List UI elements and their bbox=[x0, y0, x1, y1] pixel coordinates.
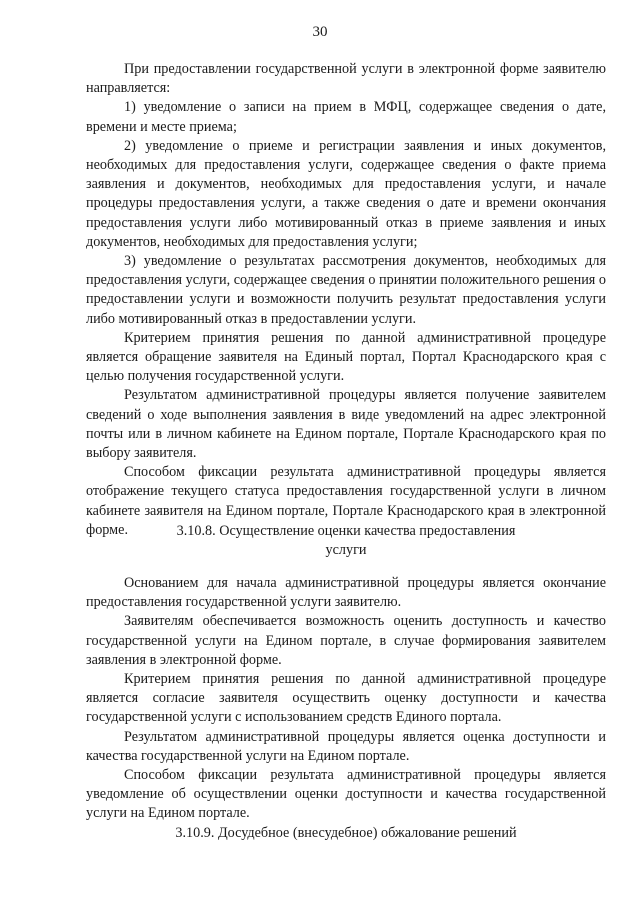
paragraph: Критерием принятия решения по данной административной процедуре является согласие заявителя осуществить оценку доступности и качества государственной услуги с использованием средств Единого портала. bbox=[86, 671, 606, 726]
paragraph: Способом фиксации результата административной процедуры является отображение текущего статуса предоставления государственной услуги в личном кабинете заявителя на Едином портале, Портале Краснодарского края в электронной форме. bbox=[86, 464, 606, 538]
paragraph: Заявителям обеспечивается возможность оценить доступность и качество государственной услуги на Едином портале, в случае формирования заявителем заявления в электронной форме. bbox=[86, 613, 606, 668]
paragraph: Основанием для начала административной процедуры является окончание предоставления государственной услуги заявителю. bbox=[86, 575, 606, 611]
paragraph: 1) уведомление о записи на прием в МФЦ, содержащее сведения о дате, времени и месте приема; bbox=[86, 99, 606, 135]
paragraph: При предоставлении государственной услуги в электронной форме заявителю направляется: bbox=[86, 61, 606, 97]
paragraph: 2) уведомление о приеме и регистрации заявления и иных документов, необходимых для предоставления услуги, содержащее сведения о факте приема заявления и документов, необходимых для предоставления услуги, и начале процедуры предоставления услуги, а также сведения о дате и времени окончания предоставления услуги либо мотивированный отказ в приеме заявления и иных документов, необходимых для предоставления услуги; bbox=[86, 137, 606, 250]
section-heading-3-10-8 bbox=[86, 522, 606, 560]
section-heading-3-10-9 bbox=[86, 824, 606, 843]
paragraph: Критерием принятия решения по данной административной процедуре является обращение заявителя на Единый портал, Портал Краснодарского края с целью получения государственной услуги. bbox=[86, 329, 606, 385]
paragraph: 3) уведомление о результатах рассмотрения документов, необходимых для предоставления услуги, содержащее сведения о принятии положительного решения о предоставлении услуги и возможности получить результат предоставления услуги либо мотивированный отказ в предоставлении услуги. bbox=[86, 253, 606, 327]
heading-line: 3.10.8. Осуществление оценки качества предоставления bbox=[176, 523, 516, 539]
page-number: 30 bbox=[312, 24, 328, 40]
paragraph: Способом фиксации результата административной процедуры является уведомление об осуществлении оценки доступности и качества государственной услуги на Едином портале. bbox=[86, 767, 606, 822]
section-electronic-notifications bbox=[86, 60, 606, 540]
section-quality-assessment bbox=[86, 574, 606, 824]
paragraph: Результатом административной процедуры является оценка доступности и качества государственной услуги на Едином портале. bbox=[86, 728, 606, 764]
paragraph: Результатом административной процедуры является получение заявителем сведений о ходе выполнения заявления в виде уведомлений на адрес электронной почты или в личном кабинете на Едином портале, Портале Краснодарского края по выбору заявителя. bbox=[86, 387, 606, 462]
heading-line: 3.10.9. Досудебное (внесудебное) обжалование решений bbox=[175, 825, 517, 841]
heading-line: услуги bbox=[325, 542, 367, 559]
